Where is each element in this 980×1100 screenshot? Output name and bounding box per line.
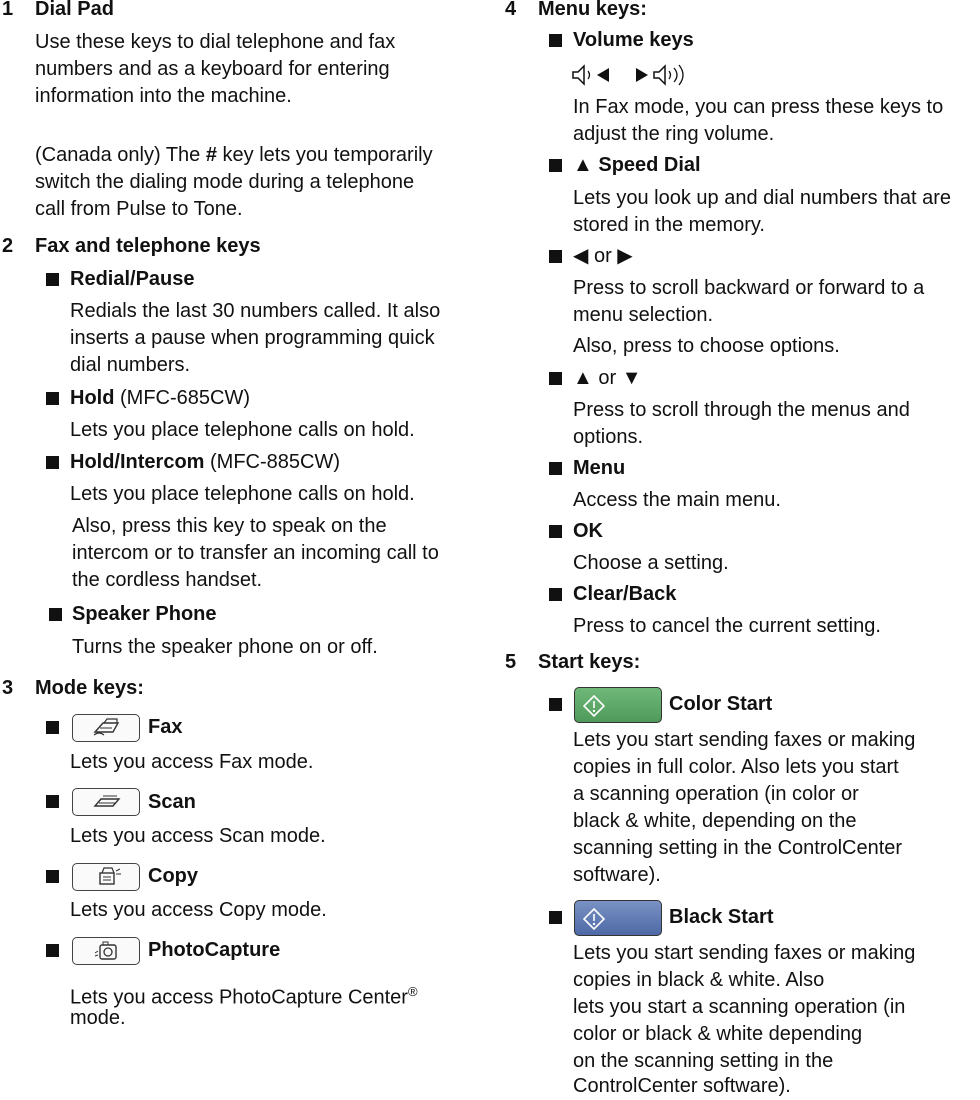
bullet-icon: [549, 34, 562, 47]
key-desc: Lets you look up and dial numbers that are: [573, 187, 952, 209]
bullet-icon: [46, 273, 59, 286]
paragraph-line: information into the machine.: [35, 85, 292, 107]
key-desc: black & white, depending on the: [573, 810, 857, 832]
section-number: 2: [2, 235, 14, 257]
photocapture-key[interactable]: [72, 937, 140, 965]
key-desc: Lets you start sending faxes or making: [573, 942, 916, 964]
key-label-copy: Copy: [148, 865, 198, 887]
bullet-icon: [549, 588, 562, 601]
scan-icon: [91, 792, 123, 812]
section-number: 3: [2, 677, 14, 699]
start-diamond-icon: [583, 908, 605, 930]
key-desc: lets you start a scanning operation (in: [573, 996, 906, 1018]
key-desc: Lets you access PhotoCapture Center®: [70, 984, 418, 1009]
key-desc: intercom or to transfer an incoming call to: [72, 542, 439, 564]
key-label-hold: Hold (MFC-685CW): [70, 387, 250, 409]
volume-keys-icon: [570, 62, 695, 90]
key-desc: Also, press to choose options.: [573, 335, 840, 357]
camera-icon: [91, 941, 123, 961]
section-title: Dial Pad: [35, 0, 114, 20]
key-desc: Lets you start sending faxes or making: [573, 729, 916, 751]
key-label-up-down: ▲ or ▼: [573, 367, 642, 389]
bullet-icon: [549, 250, 562, 263]
key-desc: software).: [573, 864, 661, 886]
up-arrow-icon: ▲: [573, 367, 593, 389]
key-label-black-start: Black Start: [669, 906, 774, 928]
black-start-key[interactable]: [574, 900, 662, 936]
key-label-ok: OK: [573, 520, 603, 542]
key-desc: Press to scroll through the menus and: [573, 399, 910, 421]
key-desc: Turns the speaker phone on or off.: [72, 636, 378, 658]
bullet-icon: [549, 372, 562, 385]
fax-key[interactable]: [72, 714, 140, 742]
key-desc: inserts a pause when programming quick: [70, 327, 435, 349]
section-title: Mode keys:: [35, 677, 144, 699]
key-desc: Press to cancel the current setting.: [573, 615, 881, 637]
key-desc: Press to scroll backward or forward to a: [573, 277, 925, 299]
key-label-clear-back: Clear/Back: [573, 583, 677, 605]
key-label-speaker-phone: Speaker Phone: [72, 603, 217, 625]
key-label-fax: Fax: [148, 716, 183, 738]
section-number: 5: [505, 651, 517, 673]
paragraph-line: call from Pulse to Tone.: [35, 198, 243, 220]
bullet-icon: [549, 462, 562, 475]
key-label-scan: Scan: [148, 791, 196, 813]
section-title: Menu keys:: [538, 0, 647, 20]
key-desc: Also, press this key to speak on the: [72, 515, 387, 537]
bullet-icon: [549, 698, 562, 711]
registered-mark: ®: [407, 984, 418, 999]
start-diamond-icon: [583, 695, 605, 717]
section-title: Fax and telephone keys: [35, 235, 261, 257]
key-desc: adjust the ring volume.: [573, 123, 775, 145]
key-desc: color or black & white depending: [573, 1023, 863, 1045]
key-desc: a scanning operation (in color or: [573, 783, 859, 805]
bullet-icon: [46, 870, 59, 883]
color-start-key[interactable]: [574, 687, 662, 723]
paragraph-line: (Canada only) The # key lets you temporarily: [35, 144, 433, 166]
key-desc: dial numbers.: [70, 354, 191, 376]
key-label-speed-dial: ▲ Speed Dial: [573, 154, 701, 176]
key-desc: Lets you place telephone calls on hold.: [70, 483, 415, 505]
key-label-hold-intercom: Hold/Intercom (MFC-885CW): [70, 451, 340, 473]
paragraph-line: numbers and as a keyboard for entering: [35, 58, 390, 80]
key-desc: copies in full color. Also lets you start: [573, 756, 899, 778]
scan-key[interactable]: [72, 788, 140, 816]
key-desc: on the scanning setting in the: [573, 1050, 834, 1072]
bullet-icon: [46, 795, 59, 808]
key-desc: Lets you access Scan mode.: [70, 825, 326, 847]
left-arrow-icon: ◀: [573, 245, 589, 267]
key-desc: options.: [573, 426, 644, 448]
section-number: 1: [2, 0, 14, 20]
fax-icon: [91, 718, 123, 738]
bullet-icon: [46, 721, 59, 734]
key-desc: ControlCenter software).: [573, 1075, 791, 1097]
key-label-redial-pause: Redial/Pause: [70, 268, 195, 290]
right-arrow-icon: ▶: [617, 245, 633, 267]
key-label-menu: Menu: [573, 457, 626, 479]
key-desc: Lets you place telephone calls on hold.: [70, 419, 415, 441]
bullet-icon: [549, 911, 562, 924]
key-desc: stored in the memory.: [573, 214, 765, 236]
key-desc: In Fax mode, you can press these keys to: [573, 96, 944, 118]
bullet-icon: [549, 159, 562, 172]
bullet-icon: [46, 456, 59, 469]
paragraph-line: switch the dialing mode during a telephone: [35, 171, 415, 193]
key-desc: Access the main menu.: [573, 489, 781, 511]
key-label-volume: Volume keys: [573, 29, 694, 51]
bullet-icon: [549, 525, 562, 538]
key-label-photocapture: PhotoCapture: [148, 939, 281, 961]
down-arrow-icon: ▼: [621, 367, 642, 389]
key-desc: Lets you access Fax mode.: [70, 751, 314, 773]
key-label-color-start: Color Start: [669, 693, 773, 715]
copy-icon: [91, 867, 123, 887]
section-title: Start keys:: [538, 651, 641, 673]
key-desc: Lets you access Copy mode.: [70, 899, 327, 921]
key-desc: Redials the last 30 numbers called. It also: [70, 300, 441, 322]
copy-key[interactable]: [72, 863, 140, 891]
section-number: 4: [505, 0, 517, 20]
key-label-left-right: ◀ or ▶: [573, 245, 633, 267]
bullet-icon: [46, 944, 59, 957]
bullet-icon: [46, 392, 59, 405]
key-desc: Choose a setting.: [573, 552, 729, 574]
bullet-icon: [49, 608, 62, 621]
paragraph-line: Use these keys to dial telephone and fax: [35, 31, 396, 53]
key-desc: mode.: [70, 1007, 126, 1029]
key-desc: the cordless handset.: [72, 569, 263, 591]
key-desc: copies in black & white. Also: [573, 969, 825, 991]
hash-key: #: [205, 144, 217, 166]
key-desc: scanning setting in the ControlCenter: [573, 837, 903, 859]
key-desc: menu selection.: [573, 304, 714, 326]
